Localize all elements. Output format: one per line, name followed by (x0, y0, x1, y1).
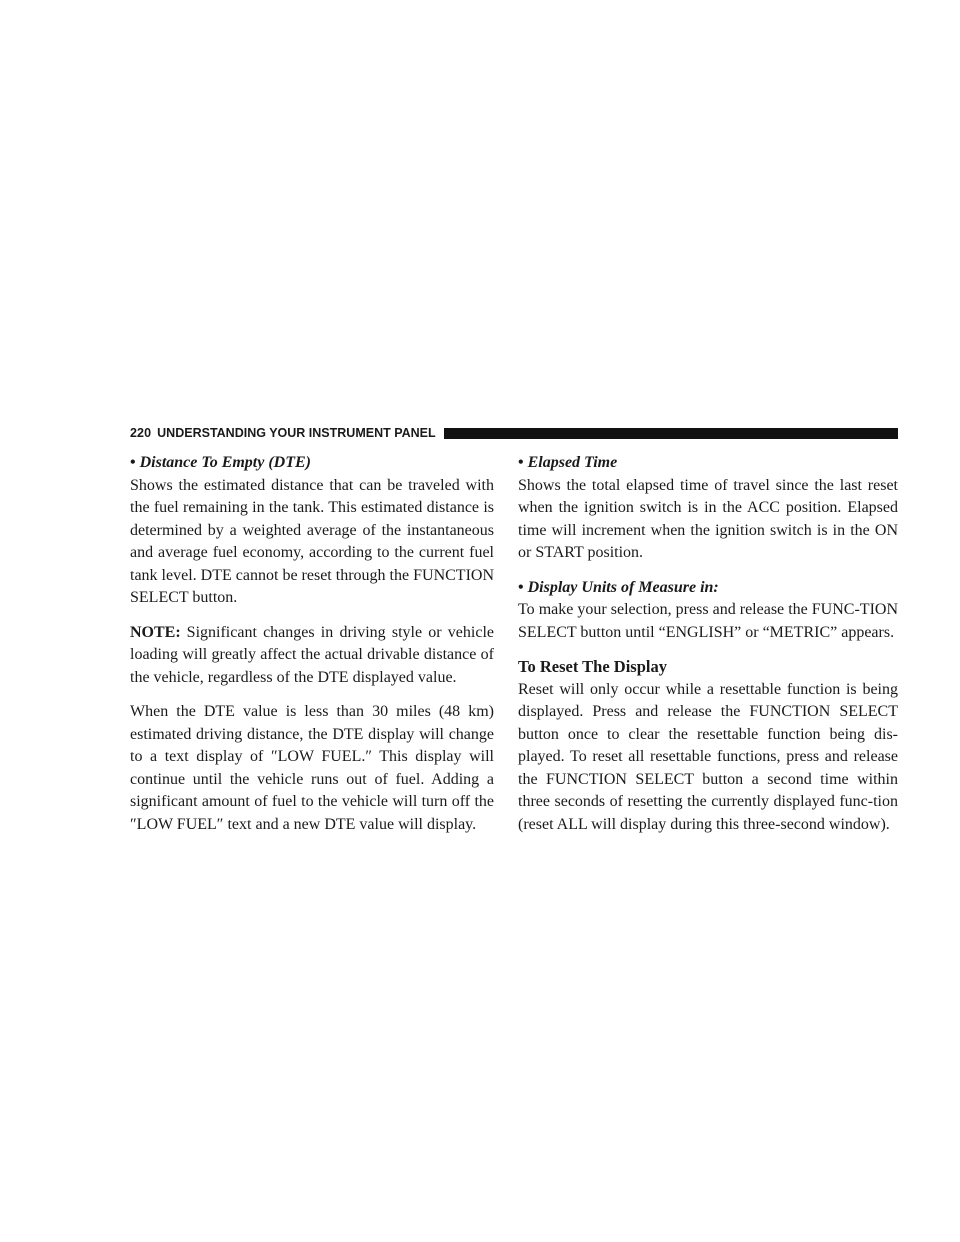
bullet-icon: • (518, 578, 524, 596)
reset-paragraph: Reset will only occur while a resettable function is being displayed. Press and release the FUNCTION SELECT button once to clear the resettable function being dis-played. To reset all resettable functions, press and release the FUNCTION SELECT button a second time within three seconds of resetting the currently displayed func-tion (reset ALL will display during this three-second window). (518, 680, 898, 833)
bullet-heading-elapsed (518, 452, 898, 475)
bullet-icon: • (130, 454, 136, 471)
bullet-heading-units-text: Display Units of Measure in: (527, 578, 719, 596)
note-label: NOTE: (130, 623, 181, 641)
elapsed-paragraph: Shows the total elapsed time of travel since the last reset when the ignition switch is in the ACC position. Elapsed time will increment when the ignition switch is in the ON or START position. (518, 476, 898, 561)
bullet-heading-units (518, 577, 898, 600)
dte-paragraph: Shows the estimated distance that can be traveled with the fuel remaining in the tank. This estimated distance is determined by a weighted average of the instantaneous and average fuel economy, according to the current fuel tank level. DTE cannot be reset through the FUNCTION SELECT button. (130, 476, 494, 606)
bullet-icon: • (518, 454, 524, 471)
header-rule (444, 428, 898, 439)
section-title: UNDERSTANDING YOUR INSTRUMENT PANEL (157, 426, 436, 440)
left-column (130, 452, 494, 848)
page-header (130, 424, 898, 442)
note-text: Significant changes in driving style or vehicle loading will greatly affect the actual drivable distance of the vehicle, regardless of the DTE displayed value. (130, 623, 494, 686)
right-column (518, 452, 898, 848)
units-paragraph: To make your selection, press and release the FUNC-TION SELECT button until “ENGLISH” or “METRIC” appears. (518, 601, 898, 641)
low-fuel-paragraph: When the DTE value is less than 30 miles (48 km) estimated driving distance, the DTE display will change to a text display of ″LOW FUEL.″ This display will continue until the vehicle runs out of fuel. Adding a significant amount of fuel to the vehicle will turn off the ″LOW FUEL″ text and a new DTE value will display. (130, 703, 494, 833)
page-number: 220 (130, 426, 152, 440)
note-paragraph (130, 622, 494, 690)
bullet-heading-dte-text: Distance To Empty (DTE) (139, 454, 312, 471)
bullet-heading-dte (130, 452, 494, 475)
reset-heading: To Reset The Display (518, 657, 667, 676)
bullet-heading-elapsed-text: Elapsed Time (527, 454, 618, 471)
